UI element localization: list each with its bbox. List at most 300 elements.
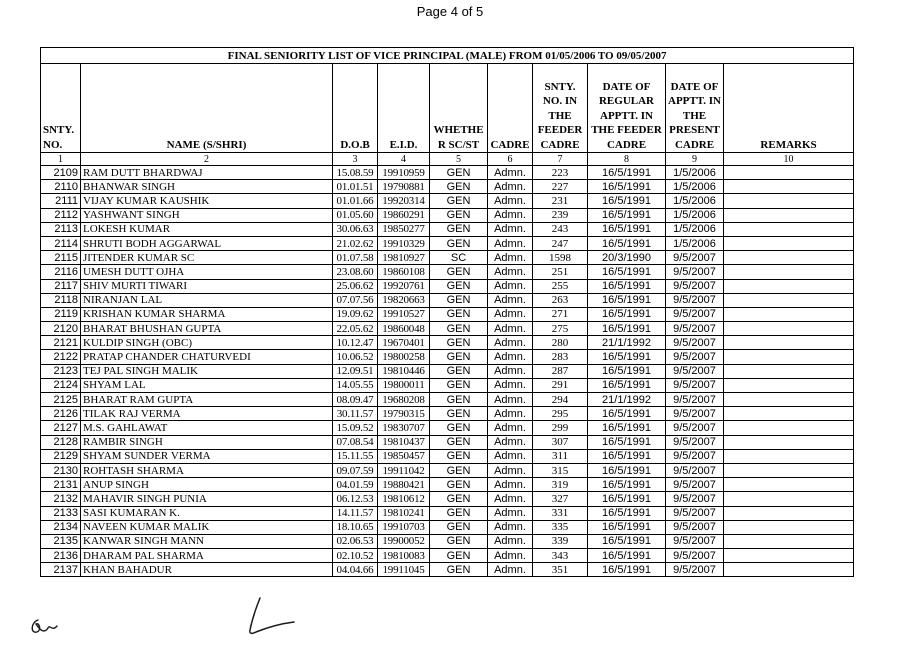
category-cell: GEN [430,350,488,364]
feeder-seniority-cell: 343 [533,549,588,563]
eid-cell: 19810446 [378,364,430,378]
table-body [41,166,854,577]
cadre-cell: Admn. [488,549,533,563]
cadre-cell: Admn. [488,222,533,236]
dob-cell: 15.11.55 [333,449,378,463]
serial-number: 2116 [41,265,81,279]
present-appointment-date: 1/5/2006 [666,166,724,180]
regular-appointment-date: 16/5/1991 [588,563,666,577]
serial-number: 2124 [41,378,81,392]
eid-cell: 19800011 [378,378,430,392]
table-row [41,478,854,492]
dob-cell: 14.11.57 [333,506,378,520]
table-row [41,506,854,520]
table-row [41,364,854,378]
category-cell: GEN [430,364,488,378]
name-cell: BHARAT BHUSHAN GUPTA [81,322,333,336]
regular-appointment-date: 16/5/1991 [588,236,666,250]
feeder-seniority-cell: 339 [533,534,588,548]
dob-cell: 08.09.47 [333,393,378,407]
category-cell: GEN [430,478,488,492]
feeder-seniority-cell: 283 [533,350,588,364]
remarks-cell [724,336,854,350]
name-cell: VIJAY KUMAR KAUSHIK [81,194,333,208]
serial-number: 2119 [41,307,81,321]
feeder-seniority-cell: 263 [533,293,588,307]
category-cell: GEN [430,194,488,208]
feeder-seniority-cell: 315 [533,463,588,477]
remarks-cell [724,208,854,222]
name-cell: TILAK RAJ VERMA [81,407,333,421]
serial-number: 2127 [41,421,81,435]
cadre-cell: Admn. [488,265,533,279]
dob-cell: 14.05.55 [333,378,378,392]
header-eid: E.I.D. [378,64,430,153]
dob-cell: 15.09.52 [333,421,378,435]
header-feeder: SNTY. NO. IN THE FEEDER CADRE [533,64,588,153]
regular-appointment-date: 16/5/1991 [588,421,666,435]
serial-number: 2113 [41,222,81,236]
feeder-seniority-cell: 227 [533,180,588,194]
table-row [41,166,854,180]
feeder-seniority-cell: 239 [533,208,588,222]
present-appointment-date: 9/5/2007 [666,463,724,477]
cadre-cell: Admn. [488,435,533,449]
cadre-cell: Admn. [488,180,533,194]
eid-cell: 19820663 [378,293,430,307]
remarks-cell [724,322,854,336]
regular-appointment-date: 16/5/1991 [588,265,666,279]
regular-appointment-date: 16/5/1991 [588,350,666,364]
cadre-cell: Admn. [488,478,533,492]
remarks-cell [724,222,854,236]
category-cell: GEN [430,534,488,548]
category-cell: GEN [430,279,488,293]
eid-cell: 19911045 [378,563,430,577]
column-number: 10 [724,153,854,166]
table-row [41,549,854,563]
dob-cell: 01.01.51 [333,180,378,194]
dob-cell: 22.05.62 [333,322,378,336]
remarks-cell [724,265,854,279]
present-appointment-date: 1/5/2006 [666,180,724,194]
eid-cell: 19810241 [378,506,430,520]
cadre-cell: Admn. [488,534,533,548]
name-cell: PRATAP CHANDER CHATURVEDI [81,350,333,364]
name-cell: SHYAM SUNDER VERMA [81,449,333,463]
cadre-cell: Admn. [488,336,533,350]
eid-cell: 19790881 [378,180,430,194]
serial-number: 2134 [41,520,81,534]
serial-number: 2136 [41,549,81,563]
table-row [41,393,854,407]
name-cell: KANWAR SINGH MANN [81,534,333,548]
present-appointment-date: 9/5/2007 [666,293,724,307]
eid-cell: 19810927 [378,251,430,265]
table-row [41,534,854,548]
present-appointment-date: 9/5/2007 [666,421,724,435]
category-cell: GEN [430,265,488,279]
present-appointment-date: 9/5/2007 [666,478,724,492]
column-number: 5 [430,153,488,166]
regular-appointment-date: 16/5/1991 [588,222,666,236]
remarks-cell [724,478,854,492]
name-cell: SHRUTI BODH AGGARWAL [81,236,333,250]
serial-number: 2112 [41,208,81,222]
dob-cell: 09.07.59 [333,463,378,477]
regular-appointment-date: 16/5/1991 [588,180,666,194]
table-row [41,407,854,421]
serial-number: 2125 [41,393,81,407]
category-cell: GEN [430,435,488,449]
dob-cell: 01.05.60 [333,208,378,222]
feeder-seniority-cell: 299 [533,421,588,435]
serial-number: 2110 [41,180,81,194]
present-appointment-date: 9/5/2007 [666,307,724,321]
dob-cell: 10.12.47 [333,336,378,350]
remarks-cell [724,407,854,421]
header-dob: D.O.B [333,64,378,153]
remarks-cell [724,180,854,194]
eid-cell: 19910703 [378,520,430,534]
cadre-cell: Admn. [488,236,533,250]
remarks-cell [724,549,854,563]
eid-cell: 19860048 [378,322,430,336]
name-cell: JITENDER KUMAR SC [81,251,333,265]
column-number: 4 [378,153,430,166]
present-appointment-date: 9/5/2007 [666,322,724,336]
cadre-cell: Admn. [488,322,533,336]
eid-cell: 19810612 [378,492,430,506]
column-number: 2 [81,153,333,166]
regular-appointment-date: 16/5/1991 [588,478,666,492]
present-appointment-date: 9/5/2007 [666,449,724,463]
serial-number: 2126 [41,407,81,421]
name-cell: M.S. GAHLAWAT [81,421,333,435]
cadre-cell: Admn. [488,293,533,307]
name-cell: SASI KUMARAN K. [81,506,333,520]
regular-appointment-date: 16/5/1991 [588,549,666,563]
table-row [41,265,854,279]
cadre-cell: Admn. [488,364,533,378]
present-appointment-date: 9/5/2007 [666,492,724,506]
feeder-seniority-cell: 231 [533,194,588,208]
regular-appointment-date: 16/5/1991 [588,364,666,378]
table-row [41,208,854,222]
category-cell: GEN [430,549,488,563]
serial-number: 2111 [41,194,81,208]
serial-number: 2115 [41,251,81,265]
table-row [41,307,854,321]
present-appointment-date: 9/5/2007 [666,435,724,449]
remarks-cell [724,463,854,477]
remarks-cell [724,350,854,364]
table-row [41,492,854,506]
remarks-cell [724,378,854,392]
feeder-seniority-cell: 335 [533,520,588,534]
present-appointment-date: 9/5/2007 [666,265,724,279]
table-row [41,463,854,477]
feeder-seniority-cell: 280 [533,336,588,350]
remarks-cell [724,492,854,506]
name-cell: LOKESH KUMAR [81,222,333,236]
serial-number: 2132 [41,492,81,506]
cadre-cell: Admn. [488,279,533,293]
feeder-seniority-cell: 311 [533,449,588,463]
eid-cell: 19670401 [378,336,430,350]
dob-cell: 02.06.53 [333,534,378,548]
name-cell: BHANWAR SINGH [81,180,333,194]
remarks-cell [724,194,854,208]
cadre-cell: Admn. [488,520,533,534]
table-row [41,180,854,194]
feeder-seniority-cell: 307 [533,435,588,449]
eid-cell: 19920314 [378,194,430,208]
present-appointment-date: 9/5/2007 [666,534,724,548]
regular-appointment-date: 16/5/1991 [588,520,666,534]
feeder-seniority-cell: 351 [533,563,588,577]
category-cell: GEN [430,222,488,236]
table-row [41,435,854,449]
regular-appointment-date: 16/5/1991 [588,166,666,180]
eid-cell: 19850457 [378,449,430,463]
header-present: DATE OF APPTT. IN THE PRESENT CADRE [666,64,724,153]
name-cell: MAHAVIR SINGH PUNIA [81,492,333,506]
remarks-cell [724,279,854,293]
header-snty-no: SNTY. NO. [41,64,81,153]
dob-cell: 19.09.62 [333,307,378,321]
feeder-seniority-cell: 1598 [533,251,588,265]
category-cell: GEN [430,393,488,407]
remarks-cell [724,563,854,577]
name-cell: ROHTASH SHARMA [81,463,333,477]
feeder-seniority-cell: 271 [533,307,588,321]
table-row [41,322,854,336]
remarks-cell [724,421,854,435]
dob-cell: 21.02.62 [333,236,378,250]
eid-cell: 19920761 [378,279,430,293]
present-appointment-date: 9/5/2007 [666,350,724,364]
present-appointment-date: 9/5/2007 [666,506,724,520]
table-row [41,350,854,364]
dob-cell: 30.11.57 [333,407,378,421]
eid-cell: 19860108 [378,265,430,279]
cadre-cell: Admn. [488,378,533,392]
column-number: 3 [333,153,378,166]
category-cell: GEN [430,378,488,392]
dob-cell: 01.01.66 [333,194,378,208]
serial-number: 2131 [41,478,81,492]
eid-cell: 19880421 [378,478,430,492]
dob-cell: 01.07.58 [333,251,378,265]
dob-cell: 02.10.52 [333,549,378,563]
regular-appointment-date: 16/5/1991 [588,378,666,392]
present-appointment-date: 9/5/2007 [666,407,724,421]
regular-appointment-date: 16/5/1991 [588,307,666,321]
eid-cell: 19900052 [378,534,430,548]
present-appointment-date: 9/5/2007 [666,378,724,392]
cadre-cell: Admn. [488,251,533,265]
column-number: 8 [588,153,666,166]
category-cell: GEN [430,166,488,180]
present-appointment-date: 9/5/2007 [666,279,724,293]
table-row [41,449,854,463]
feeder-seniority-cell: 255 [533,279,588,293]
signature-icon [238,596,300,638]
dob-cell: 18.10.65 [333,520,378,534]
table-row [41,251,854,265]
feeder-seniority-cell: 251 [533,265,588,279]
dob-cell: 07.07.56 [333,293,378,307]
name-cell: RAMBIR SINGH [81,435,333,449]
remarks-cell [724,364,854,378]
serial-number: 2118 [41,293,81,307]
name-cell: UMESH DUTT OJHA [81,265,333,279]
column-number: 1 [41,153,81,166]
eid-cell: 19850277 [378,222,430,236]
serial-number: 2123 [41,364,81,378]
feeder-seniority-cell: 223 [533,166,588,180]
present-appointment-date: 9/5/2007 [666,364,724,378]
name-cell: KRISHAN KUMAR SHARMA [81,307,333,321]
table-row [41,520,854,534]
feeder-seniority-cell: 319 [533,478,588,492]
category-cell: GEN [430,407,488,421]
regular-appointment-date: 16/5/1991 [588,194,666,208]
name-cell: NIRANJAN LAL [81,293,333,307]
category-cell: GEN [430,449,488,463]
regular-appointment-date: 21/1/1992 [588,393,666,407]
present-appointment-date: 1/5/2006 [666,194,724,208]
serial-number: 2130 [41,463,81,477]
name-cell: YASHWANT SINGH [81,208,333,222]
feeder-seniority-cell: 287 [533,364,588,378]
column-number: 7 [533,153,588,166]
eid-cell: 19911042 [378,463,430,477]
table-row [41,421,854,435]
header-regular: DATE OF REGULAR APPTT. IN THE FEEDER CADRE [588,64,666,153]
header-category: WHETHE R SC/ST [430,64,488,153]
present-appointment-date: 9/5/2007 [666,251,724,265]
present-appointment-date: 9/5/2007 [666,336,724,350]
category-cell: GEN [430,208,488,222]
table-row [41,222,854,236]
regular-appointment-date: 16/5/1991 [588,506,666,520]
name-cell: ANUP SINGH [81,478,333,492]
regular-appointment-date: 16/5/1991 [588,322,666,336]
dob-cell: 30.06.63 [333,222,378,236]
category-cell: GEN [430,322,488,336]
serial-number: 2109 [41,166,81,180]
table-row [41,336,854,350]
present-appointment-date: 9/5/2007 [666,563,724,577]
category-cell: GEN [430,492,488,506]
name-cell: KHAN BAHADUR [81,563,333,577]
dob-cell: 10.06.52 [333,350,378,364]
table-row [41,194,854,208]
feeder-seniority-cell: 327 [533,492,588,506]
column-number-row [41,153,854,166]
serial-number: 2122 [41,350,81,364]
regular-appointment-date: 16/5/1991 [588,293,666,307]
seniority-table [40,47,854,577]
eid-cell: 19910959 [378,166,430,180]
remarks-cell [724,236,854,250]
cadre-cell: Admn. [488,506,533,520]
remarks-cell [724,506,854,520]
cadre-cell: Admn. [488,492,533,506]
table-title: FINAL SENIORITY LIST OF VICE PRINCIPAL (MALE) FROM 01/05/2006 TO 09/05/2007 [41,48,854,64]
serial-number: 2135 [41,534,81,548]
category-cell: GEN [430,236,488,250]
eid-cell: 19790315 [378,407,430,421]
present-appointment-date: 9/5/2007 [666,549,724,563]
feeder-seniority-cell: 291 [533,378,588,392]
header-name: NAME (S/SHRI) [81,64,333,153]
serial-number: 2120 [41,322,81,336]
category-cell: GEN [430,180,488,194]
feeder-seniority-cell: 243 [533,222,588,236]
name-cell: RAM DUTT BHARDWAJ [81,166,333,180]
category-cell: GEN [430,506,488,520]
present-appointment-date: 1/5/2006 [666,236,724,250]
regular-appointment-date: 16/5/1991 [588,534,666,548]
feeder-seniority-cell: 295 [533,407,588,421]
table-row [41,236,854,250]
category-cell: GEN [430,563,488,577]
category-cell: GEN [430,520,488,534]
name-cell: KULDIP SINGH (OBC) [81,336,333,350]
serial-number: 2121 [41,336,81,350]
remarks-cell [724,393,854,407]
category-cell: GEN [430,336,488,350]
dob-cell: 15.08.59 [333,166,378,180]
present-appointment-date: 1/5/2006 [666,222,724,236]
regular-appointment-date: 16/5/1991 [588,435,666,449]
remarks-cell [724,520,854,534]
initials-signature-icon [28,612,64,640]
name-cell: SHYAM LAL [81,378,333,392]
cadre-cell: Admn. [488,208,533,222]
eid-cell: 19810083 [378,549,430,563]
serial-number: 2137 [41,563,81,577]
table-row [41,563,854,577]
regular-appointment-date: 16/5/1991 [588,492,666,506]
cadre-cell: Admn. [488,307,533,321]
column-number: 9 [666,153,724,166]
cadre-cell: Admn. [488,463,533,477]
cadre-cell: Admn. [488,350,533,364]
feeder-seniority-cell: 331 [533,506,588,520]
feeder-seniority-cell: 275 [533,322,588,336]
feeder-seniority-cell: 294 [533,393,588,407]
dob-cell: 23.08.60 [333,265,378,279]
regular-appointment-date: 16/5/1991 [588,449,666,463]
category-cell: SC [430,251,488,265]
eid-cell: 19860291 [378,208,430,222]
name-cell: BHARAT RAM GUPTA [81,393,333,407]
dob-cell: 07.08.54 [333,435,378,449]
cadre-cell: Admn. [488,449,533,463]
remarks-cell [724,534,854,548]
table-row [41,293,854,307]
category-cell: GEN [430,463,488,477]
eid-cell: 19800258 [378,350,430,364]
regular-appointment-date: 16/5/1991 [588,463,666,477]
remarks-cell [724,251,854,265]
name-cell: TEJ PAL SINGH MALIK [81,364,333,378]
regular-appointment-date: 21/1/1992 [588,336,666,350]
